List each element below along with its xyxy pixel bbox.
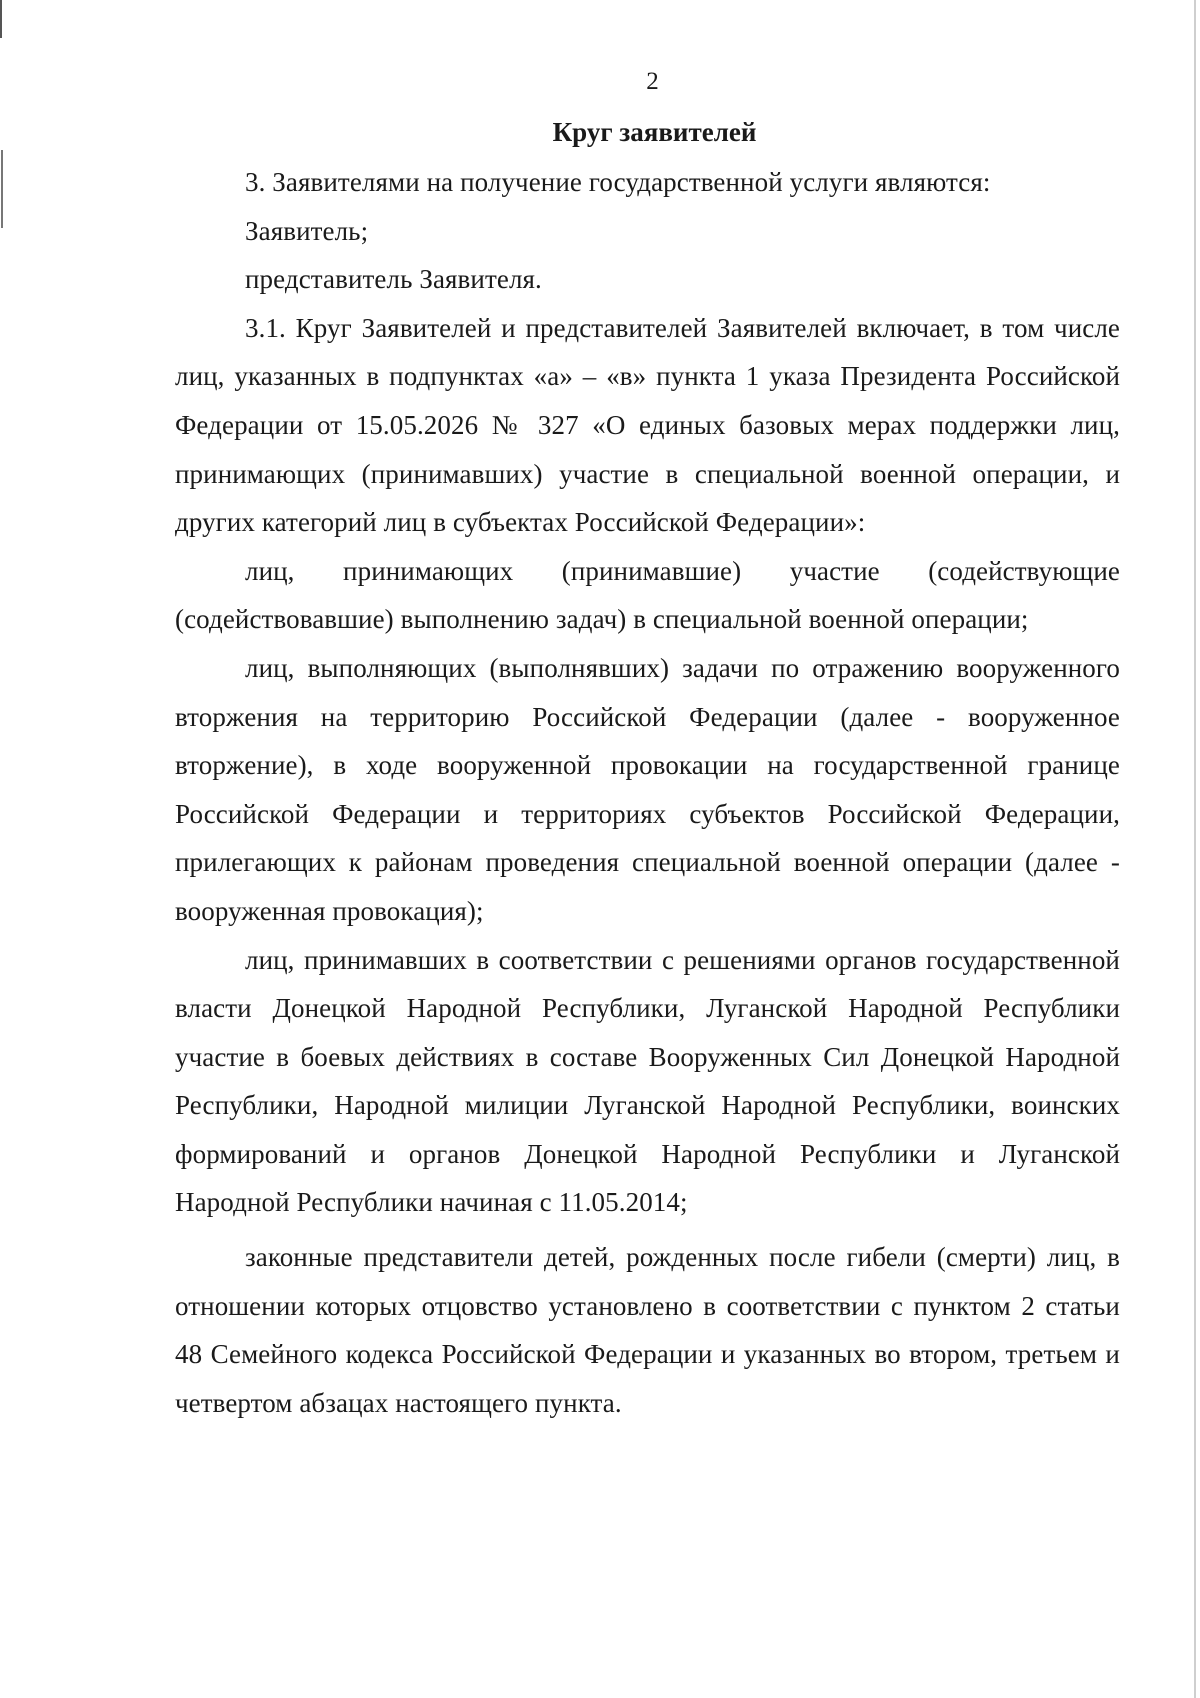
paragraph-applicants-intro: 3. Заявителями на получение государственной услуги являются: xyxy=(245,167,991,197)
paragraph-dnr-lnr: лиц, принимавших в соответствии с решениями органов государственной власти Донецкой Народной Республики, Луганской Народной Республики участие в боевых действиях в составе Вооруженных Сил Донецкой Народной Республики, Народной милиции Луганской Народной Республики, воинских формирований и органов Донецкой Народной Республики и Луганской Народной Республики начиная с 11.05.2014; xyxy=(175,944,1120,1218)
section-title: Круг заявителей xyxy=(552,117,757,147)
paragraph-applicant: Заявитель; xyxy=(245,215,369,246)
scan-edge-mark xyxy=(0,0,2,38)
paragraph-legal-representatives: законные представители детей, рожденных после гибели (смерти) лиц, в отношении которых отцовство установлено в соответствии с пунктом 2 статьи 48 Семейного кодекса Российской Федерации и указанных во втором, третьем и четвертом абзацах настоящего пункта. xyxy=(175,1242,1120,1418)
page-number: 2 xyxy=(646,68,659,95)
paragraph-applicant-representative: представитель Заявителя. xyxy=(245,264,542,295)
document-page xyxy=(175,62,1120,1427)
scan-edge-mark xyxy=(1,150,3,228)
paragraph-armed-invasion: лиц, выполняющих (выполнявших) задачи по отражению вооруженного вторжения на территорию Российской Федерации (далее - вооруженное вторжение), в ходе вооруженной провокации на государственной границе Российской Федерации и территориях субъектов Российской Федерации, прилегающих к районам проведения специальной военной операции (далее - вооруженная провокация); xyxy=(175,652,1120,926)
paragraph-3-1: 3.1. Круг Заявителей и представителей Заявителей включает, в том числе лиц, указанных в подпунктах «а» – «в» пункта 1 указа Президента Российской Федерации от 15.05.2026 № 327 «О единых базовых мерах поддержки лиц, принимающих (принимавших) участие в специальной военной операции, и других категорий лиц в субъектах Российской Федерации»: xyxy=(175,312,1120,538)
scan-edge-shadow xyxy=(1194,0,1196,1698)
paragraph-svo-participants: лиц, принимающих (принимавшие) участие (содействующие (содействовавшие) выполнению задач) в специальной военной операции; xyxy=(175,555,1120,635)
